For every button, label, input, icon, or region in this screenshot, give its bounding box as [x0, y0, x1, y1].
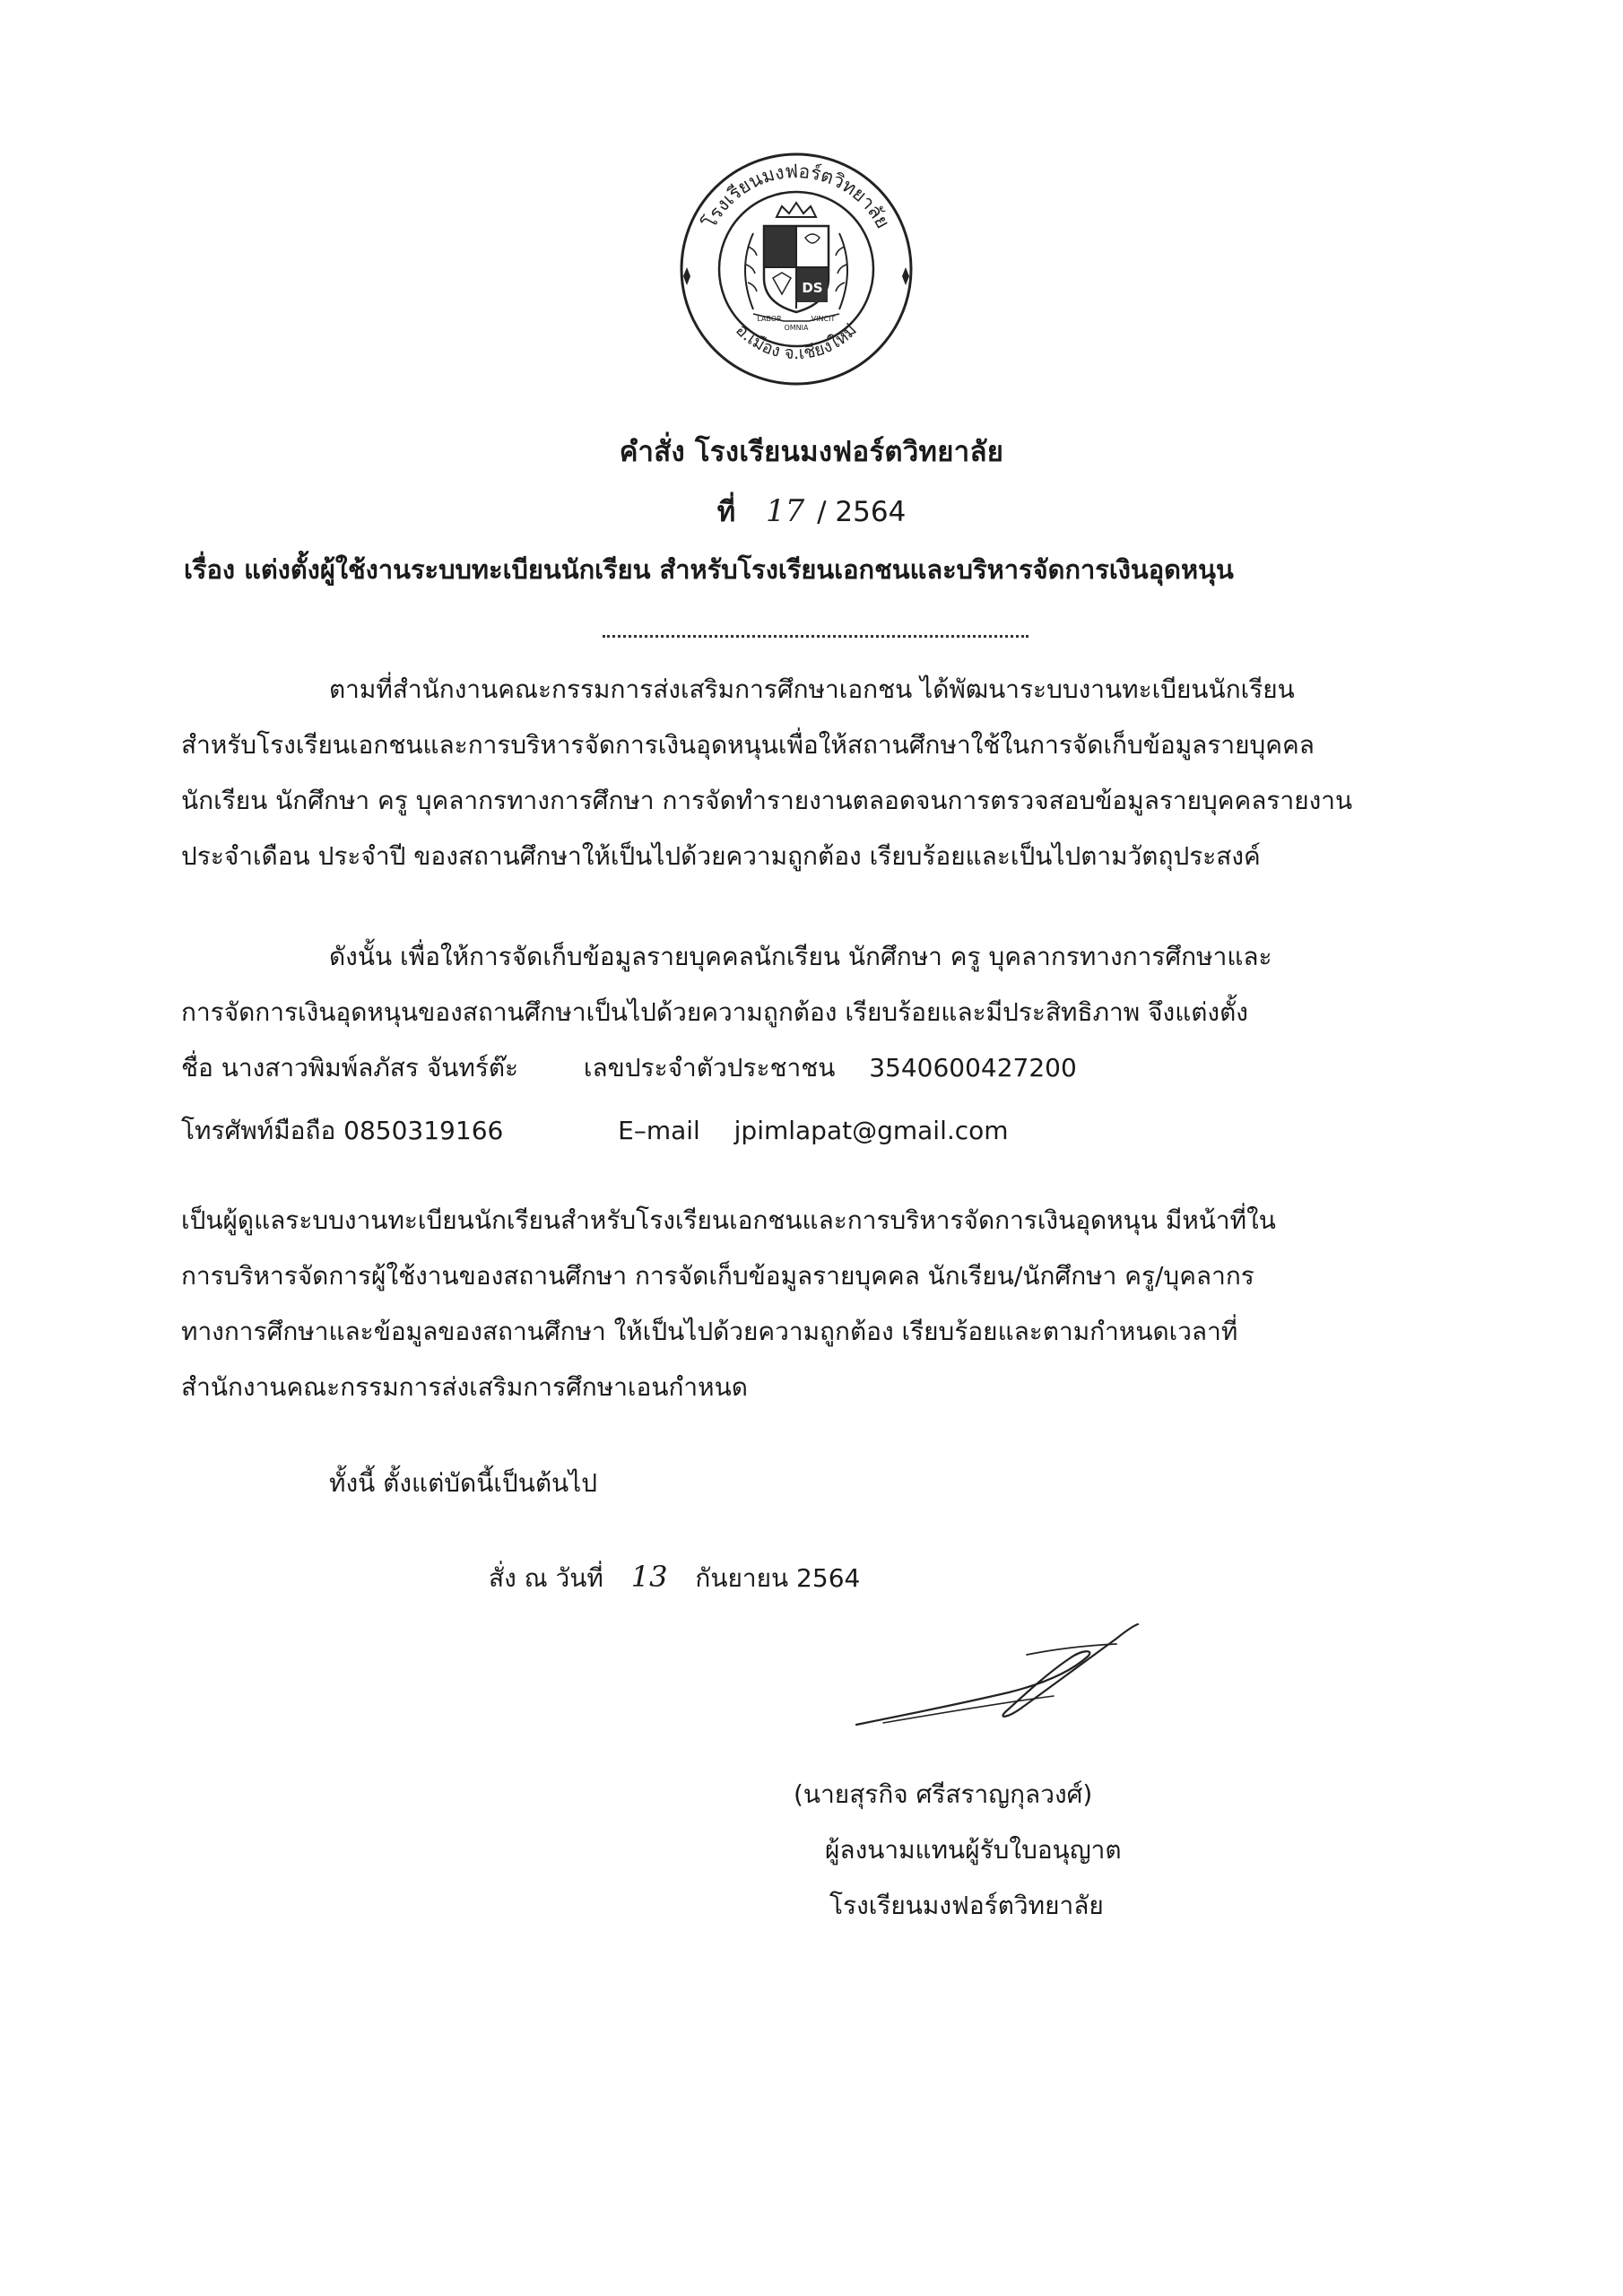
school-seal-logo	[671, 135, 922, 404]
date-month-year: กันยายน 2564	[695, 1563, 861, 1593]
signatory-position: ผู้ลงนามแทนผู้รับใบอนุญาต	[825, 1835, 1122, 1865]
order-title: คำสั่ง โรงเรียนมงฟอร์ตวิทยาลัย	[619, 436, 1004, 468]
svg-text:โรงเรียนมงฟอร์ตวิทยาลัย: โรงเรียนมงฟอร์ตวิทยาลัย	[699, 160, 894, 232]
effective-statement: ทั้งนี้ ตั้งแต่บัดนี้เป็นต้นไป	[329, 1468, 598, 1498]
paragraph-line: สำนักงานคณะกรรมการส่งเสริมการศึกษาเอนกำหนด	[181, 1372, 748, 1402]
order-date	[489, 1559, 860, 1598]
signatory-block	[794, 1767, 1206, 1934]
svg-text:VINCIT: VINCIT	[811, 315, 836, 323]
paragraph-line: ดังนั้น เพื่อให้การจัดเก็บข้อมูลรายบุคคลนักเรียน นักศึกษา ครู บุคลากรทางการศึกษาและ	[329, 942, 1272, 971]
date-prefix: สั่ง ณ วันที่	[489, 1563, 603, 1593]
paragraph-line: การจัดการเงินอุดหนุนของสถานศึกษาเป็นไปด้วยความถูกต้อง เรียบร้อยและมีประสิทธิภาพ จึงแต่งตั้ง	[181, 997, 1248, 1027]
email-address: jpimlapat@gmail.com	[733, 1116, 1009, 1145]
order-year: / 2564	[817, 496, 907, 528]
separator-dotted-line	[603, 635, 1028, 638]
id-number: 3540600427200	[869, 1053, 1077, 1083]
phone-number: 0850319166	[343, 1116, 504, 1145]
person-name: นางสาวพิมพ์ลภัสร จันทร์ต๊ะ	[221, 1053, 519, 1083]
paragraph-2	[181, 929, 1472, 1040]
paragraph-3	[181, 1193, 1472, 1415]
person-contact-line	[181, 1103, 1009, 1159]
order-subject: เรื่อง แต่งตั้งผู้ใช้งานระบบทะเบียนนักเรียน สำหรับโรงเรียนเอกชนและบริหารจัดการเงินอุดหนุน	[184, 554, 1234, 585]
paragraph-line: ทางการศึกษาและข้อมูลของสถานศึกษา ให้เป็นไปด้วยความถูกต้อง เรียบร้อยและตามกำหนดเวลาที่	[181, 1317, 1238, 1346]
svg-text:อ.เมือง จ.เชียงใหม่: อ.เมือง จ.เชียงใหม่	[732, 320, 861, 364]
handwritten-signature	[847, 1619, 1143, 1744]
signatory-organization: โรงเรียนมงฟอร์ตวิทยาลัย	[829, 1891, 1104, 1920]
paragraph-line: ประจำเดือน ประจำปี ของสถานศึกษาให้เป็นไปด้วยความถูกต้อง เรียบร้อยและเป็นไปตามวัตถุประสงค์	[181, 841, 1261, 871]
svg-text:DS: DS	[802, 280, 823, 296]
phone-label: โทรศัพท์มือถือ	[181, 1116, 336, 1145]
paragraph-line: สำหรับโรงเรียนเอกชนและการบริหารจัดการเงินอุดหนุนเพื่อให้สถานศึกษาใช้ในการจัดเก็บข้อมูลรายบุคคล	[181, 730, 1315, 760]
paragraph-line: นักเรียน นักศึกษา ครู บุคลากรทางการศึกษา การจัดทำรายงานตลอดจนการตรวจสอบข้อมูลรายบุคคลรายงาน	[181, 786, 1353, 815]
id-label: เลขประจำตัวประชาชน	[583, 1053, 836, 1083]
person-name-line	[181, 1040, 1077, 1096]
order-number-line	[0, 489, 1623, 534]
paragraph-1	[181, 662, 1472, 884]
paragraph-line: การบริหารจัดการผู้ใช้งานของสถานศึกษา การจัดเก็บข้อมูลรายบุคคล นักเรียน/นักศึกษา ครู/บุคลากร	[181, 1261, 1254, 1291]
date-day: 13	[630, 1560, 668, 1594]
name-label: ชื่อ	[181, 1053, 213, 1083]
order-number: 17	[765, 493, 805, 529]
svg-text:OMNIA: OMNIA	[784, 324, 809, 332]
email-label: E–mail	[618, 1116, 700, 1145]
signatory-name: (นายสุรกิจ ศรีสราญกุลวงศ์)	[794, 1779, 1093, 1809]
svg-text:LABOR: LABOR	[757, 315, 782, 323]
paragraph-line: เป็นผู้ดูแลระบบงานทะเบียนนักเรียนสำหรับโรงเรียนเอกชนและการบริหารจัดการเงินอุดหนุน มีหน้าที่ใน	[181, 1205, 1276, 1235]
paragraph-line: ตามที่สำนักงานคณะกรรมการส่งเสริมการศึกษาเอกชน ได้พัฒนาระบบงานทะเบียนนักเรียน	[329, 674, 1295, 704]
order-number-label: ที่	[716, 496, 736, 528]
